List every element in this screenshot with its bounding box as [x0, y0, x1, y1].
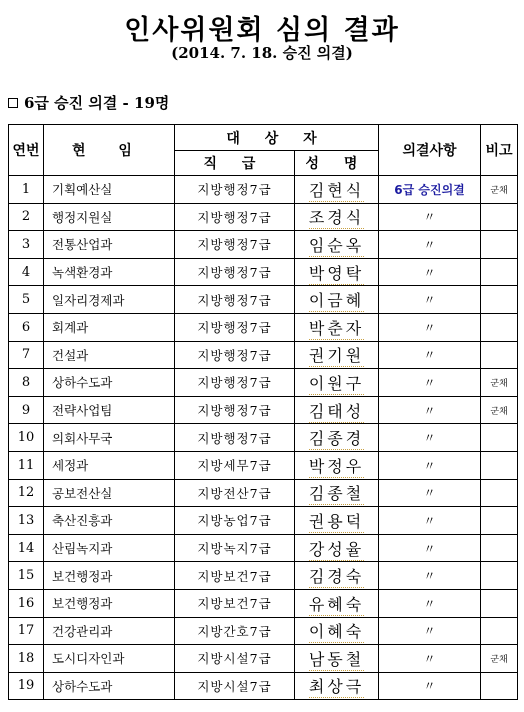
row-decision: 〃: [379, 507, 481, 535]
row-department: 전통산업과: [44, 231, 175, 259]
table-row: [9, 562, 518, 590]
row-grade: 지방행정7급: [175, 258, 295, 286]
row-note: [481, 617, 518, 645]
row-name: 김태성: [308, 401, 365, 421]
row-grade: 지방행정7급: [175, 231, 295, 259]
row-name-cell: [295, 645, 379, 673]
header-no: 연번: [9, 125, 44, 176]
row-note: [481, 341, 518, 369]
row-name-cell: [295, 451, 379, 479]
row-number: 8: [9, 369, 44, 397]
header-target: 대 상 자: [175, 125, 379, 151]
table-row: [9, 645, 518, 673]
row-name-cell: [295, 534, 379, 562]
row-note: [481, 424, 518, 452]
row-department: 전략사업팀: [44, 396, 175, 424]
row-name: 임순옥: [308, 235, 365, 255]
row-decision: 〃: [379, 562, 481, 590]
row-name-cell: [295, 617, 379, 645]
row-department: 행정지원실: [44, 203, 175, 231]
row-decision: 〃: [379, 203, 481, 231]
row-department: 세정과: [44, 451, 175, 479]
row-name: 박정우: [308, 456, 365, 476]
row-decision: 〃: [379, 286, 481, 314]
row-name-cell: [295, 479, 379, 507]
row-name-cell: [295, 341, 379, 369]
row-decision: 〃: [379, 645, 481, 673]
row-number: 1: [9, 176, 44, 204]
row-note: 군채: [481, 645, 518, 673]
row-name-cell: [295, 369, 379, 397]
row-name-cell: [295, 507, 379, 535]
row-number: 9: [9, 396, 44, 424]
row-department: 녹색환경과: [44, 258, 175, 286]
row-name-cell: [295, 562, 379, 590]
row-number: 17: [9, 617, 44, 645]
row-grade: 지방행정7급: [175, 424, 295, 452]
row-name: 김종경: [308, 429, 365, 449]
row-decision: 〃: [379, 451, 481, 479]
row-name-cell: [295, 286, 379, 314]
row-name: 김경숙: [308, 567, 365, 587]
row-name: 유혜숙: [308, 594, 365, 614]
row-number: 15: [9, 562, 44, 590]
table-row: [9, 451, 518, 479]
header-current-post: 현 임: [44, 125, 175, 176]
table-row: [9, 507, 518, 535]
row-note: [481, 258, 518, 286]
row-note: [481, 534, 518, 562]
row-department: 기획예산실: [44, 176, 175, 204]
row-grade: 지방행정7급: [175, 369, 295, 397]
row-name: 박영탁: [308, 263, 365, 283]
table-row: [9, 617, 518, 645]
row-number: 2: [9, 203, 44, 231]
row-name-cell: [295, 589, 379, 617]
row-number: 5: [9, 286, 44, 314]
row-grade: 지방농업7급: [175, 507, 295, 535]
row-note: [481, 589, 518, 617]
row-department: 의회사무국: [44, 424, 175, 452]
row-name: 이금혜: [308, 291, 365, 311]
table-row: [9, 369, 518, 397]
row-number: 18: [9, 645, 44, 673]
row-decision: 〃: [379, 313, 481, 341]
page-subtitle: (2014. 7. 18. 승진 의결): [171, 44, 353, 62]
table-row: [9, 313, 518, 341]
row-number: 11: [9, 451, 44, 479]
row-name: 권기원: [308, 346, 365, 366]
row-grade: 지방시설7급: [175, 672, 295, 700]
row-number: 6: [9, 313, 44, 341]
row-number: 7: [9, 341, 44, 369]
table-row: [9, 479, 518, 507]
row-note: 군채: [481, 369, 518, 397]
row-name-cell: [295, 258, 379, 286]
page-title: 인사위원회 심의 결과: [124, 15, 400, 46]
row-grade: 지방행정7급: [175, 176, 295, 204]
row-name: 이원구: [308, 373, 365, 393]
row-department: 보건행정과: [44, 562, 175, 590]
row-grade: 지방행정7급: [175, 313, 295, 341]
row-grade: 지방행정7급: [175, 341, 295, 369]
row-department: 건강관리과: [44, 617, 175, 645]
row-note: [481, 451, 518, 479]
row-decision: 〃: [379, 396, 481, 424]
row-name: 김현식: [308, 180, 365, 200]
section-heading: [8, 92, 169, 113]
row-department: 산림녹지과: [44, 534, 175, 562]
row-number: 10: [9, 424, 44, 452]
row-number: 19: [9, 672, 44, 700]
header-name: 성 명: [295, 151, 379, 176]
row-name: 남동철: [308, 649, 365, 669]
row-decision: 〃: [379, 369, 481, 397]
row-name-cell: [295, 176, 379, 204]
row-decision: 〃: [379, 231, 481, 259]
row-number: 14: [9, 534, 44, 562]
row-name-cell: [295, 231, 379, 259]
row-name: 최상극: [308, 677, 365, 697]
row-note: [481, 203, 518, 231]
row-name: 이혜숙: [308, 622, 365, 642]
row-decision: 〃: [379, 617, 481, 645]
row-name-cell: [295, 672, 379, 700]
row-grade: 지방행정7급: [175, 203, 295, 231]
row-decision: 6급 승진의결: [379, 176, 481, 204]
row-grade: 지방녹지7급: [175, 534, 295, 562]
row-note: 군채: [481, 176, 518, 204]
row-grade: 지방전산7급: [175, 479, 295, 507]
row-note: [481, 479, 518, 507]
table-row: [9, 341, 518, 369]
row-grade: 지방세무7급: [175, 451, 295, 479]
row-name-cell: [295, 396, 379, 424]
row-number: 16: [9, 589, 44, 617]
row-note: [481, 672, 518, 700]
row-name: 강성율: [308, 539, 365, 559]
row-grade: 지방시설7급: [175, 645, 295, 673]
row-number: 3: [9, 231, 44, 259]
row-grade: 지방행정7급: [175, 286, 295, 314]
row-department: 회계과: [44, 313, 175, 341]
table-row: [9, 396, 518, 424]
header-grade: 직 급: [175, 151, 295, 176]
row-decision: 〃: [379, 672, 481, 700]
row-grade: 지방보건7급: [175, 562, 295, 590]
row-name: 권용덕: [308, 511, 365, 531]
row-decision: 〃: [379, 424, 481, 452]
row-department: 일자리경제과: [44, 286, 175, 314]
row-note: [481, 231, 518, 259]
table-row: [9, 672, 518, 700]
row-department: 상하수도과: [44, 672, 175, 700]
row-department: 상하수도과: [44, 369, 175, 397]
row-grade: 지방보건7급: [175, 589, 295, 617]
section-heading-label: 6급 승진 의결 - 19명: [24, 94, 170, 112]
row-name-cell: [295, 203, 379, 231]
row-decision: 〃: [379, 534, 481, 562]
row-number: 4: [9, 258, 44, 286]
row-note: [481, 507, 518, 535]
row-department: 도시디자인과: [44, 645, 175, 673]
row-decision: 〃: [379, 258, 481, 286]
row-name: 김종철: [308, 484, 365, 504]
header-decision: 의결사항: [379, 125, 481, 176]
row-decision: 〃: [379, 589, 481, 617]
row-name-cell: [295, 424, 379, 452]
row-number: 13: [9, 507, 44, 535]
row-department: 공보전산실: [44, 479, 175, 507]
row-department: 건설과: [44, 341, 175, 369]
row-department: 축산진흥과: [44, 507, 175, 535]
row-decision: 〃: [379, 341, 481, 369]
row-note: [481, 313, 518, 341]
checkbox-square-icon: [8, 98, 18, 108]
row-note: [481, 562, 518, 590]
row-decision: 〃: [379, 479, 481, 507]
table-row: [9, 176, 518, 204]
header-note: 비고: [481, 125, 518, 176]
table-row: [9, 258, 518, 286]
table-row: [9, 534, 518, 562]
row-note: 군채: [481, 396, 518, 424]
row-note: [481, 286, 518, 314]
row-department: 보건행정과: [44, 589, 175, 617]
row-name: 박춘자: [308, 318, 365, 338]
promotion-result-table: [8, 124, 518, 700]
table-row: [9, 589, 518, 617]
table-row: [9, 424, 518, 452]
table-row: [9, 231, 518, 259]
row-name: 조경식: [308, 208, 365, 228]
row-number: 12: [9, 479, 44, 507]
table-row: [9, 203, 518, 231]
row-grade: 지방간호7급: [175, 617, 295, 645]
row-name-cell: [295, 313, 379, 341]
table-row: [9, 286, 518, 314]
row-grade: 지방행정7급: [175, 396, 295, 424]
